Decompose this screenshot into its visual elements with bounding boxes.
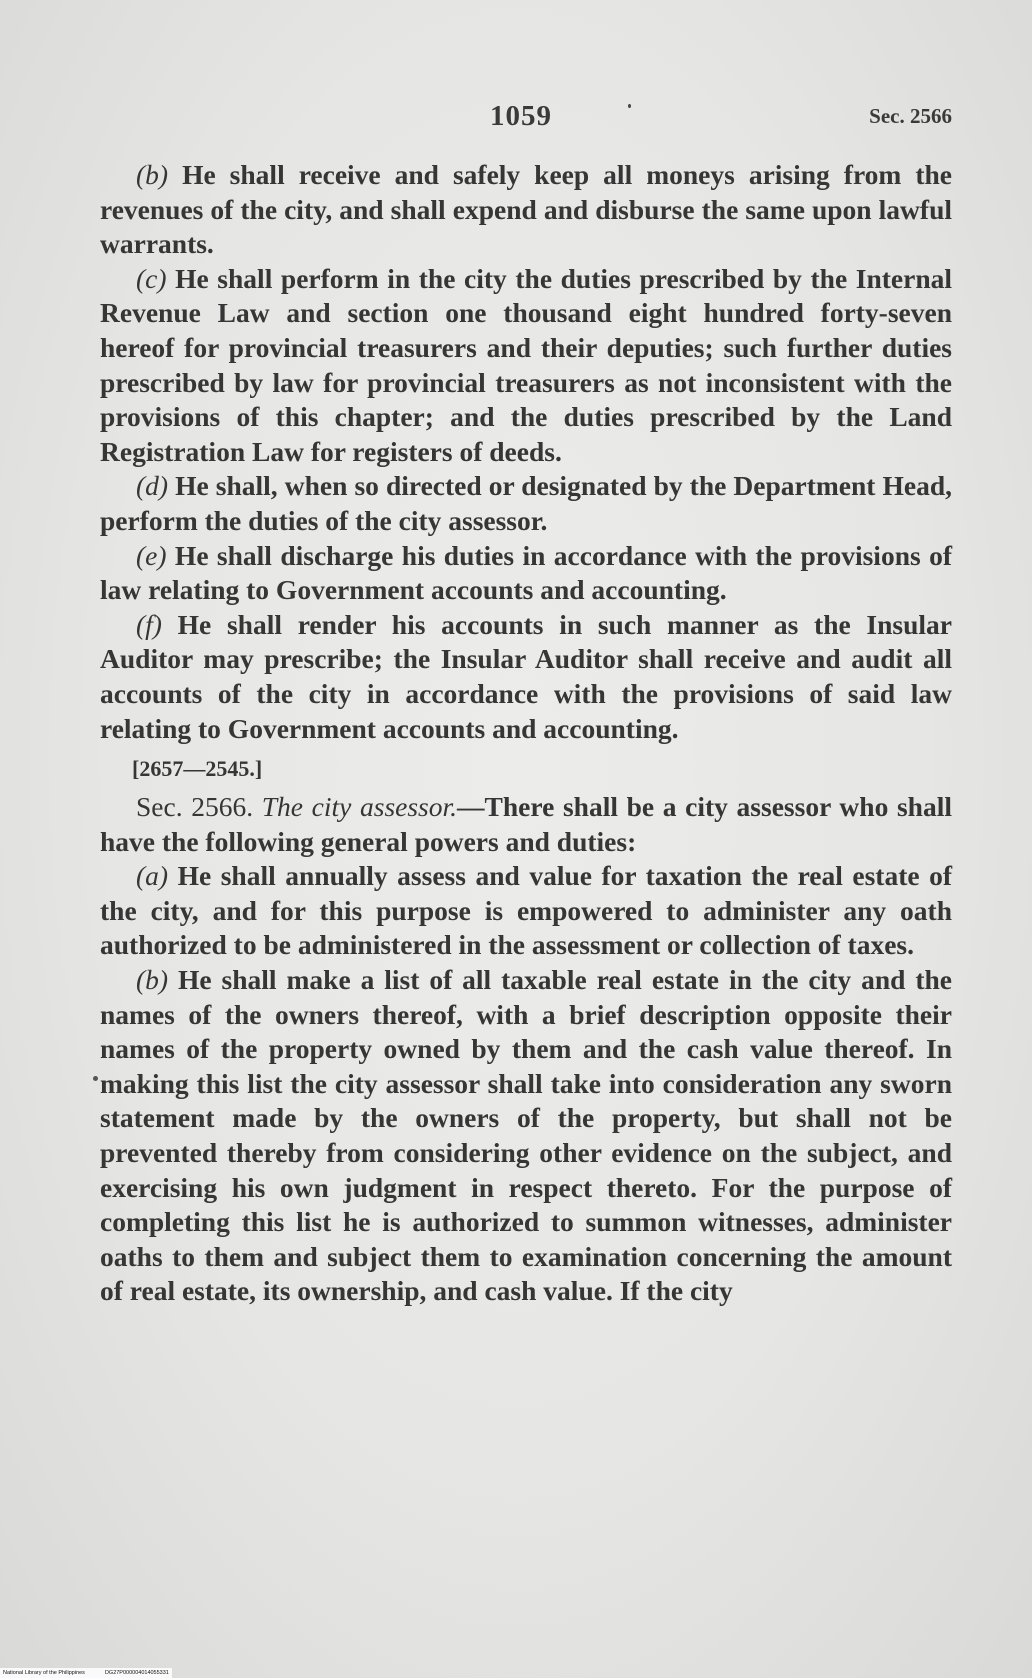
- paragraph-d: [100, 469, 952, 538]
- paragraph-e: [100, 539, 952, 608]
- body-text: [100, 158, 952, 1309]
- page-header: [100, 100, 952, 140]
- section-paragraph-a: [100, 859, 952, 963]
- page-number: 1059: [490, 100, 552, 132]
- paragraph-c: [100, 262, 952, 470]
- paragraph-label: (c): [136, 262, 167, 294]
- paragraph-text: He shall discharge his duties in accordance with the provisions of law relating to Government accounts and accounting.: [100, 539, 952, 606]
- scan-identifier: DG27P000004014055331: [104, 1670, 169, 1676]
- paragraph-b: [100, 158, 952, 262]
- scan-credit-strip: [0, 1668, 172, 1678]
- paragraph-label: (b): [136, 964, 169, 996]
- paragraph-label: (f): [136, 608, 162, 640]
- section-title: The city assessor.: [261, 791, 458, 823]
- paragraph-label: (b): [136, 159, 169, 190]
- source-citation: [2657—2545.]: [132, 756, 263, 782]
- paragraph-text: He shall, when so directed or designated by the Department Head, perform the duties of the city assessor.: [100, 470, 952, 536]
- paragraph-text: He shall perform in the city the duties prescribed by the Internal Revenue Law and section one thousand eight hundred forty-seven hereof for provincial treasurers and their deputies; such further duties prescribed by law for provincial treasurers as not inconsistent with the provisions of this chapter; and the duties prescribed by the Land Registration Law for registers of deeds.: [100, 262, 952, 467]
- paragraph-text: He shall receive and safely keep all moneys arising from the revenues of the city, and shall expend and disburse the same upon lawful warrants.: [100, 159, 952, 260]
- section-intro: —There shall be a city assessor who shall have the following general powers and duties:: [100, 791, 952, 857]
- paragraph-label: (e): [136, 539, 167, 571]
- scan-speck: [628, 104, 631, 108]
- paragraph-text: He shall render his accounts in such manner as the Insular Auditor may prescribe; the Insular Auditor shall receive and audit all accounts of the city in accordance with the provisions of said law relating to Government accounts and accounting.: [100, 608, 952, 744]
- section-paragraph-b: [100, 963, 952, 1309]
- paragraph-text: He shall annually assess and value for taxation the real estate of the city, and for this purpose is empowered to administer any oath authorized to be administered in the assessment or collection of taxes.: [100, 860, 952, 961]
- paragraph-f: [100, 608, 952, 746]
- library-credit: National Library of the Philippines: [3, 1670, 85, 1676]
- running-head: Sec. 2566: [869, 104, 952, 128]
- paragraph-label: (a): [136, 860, 169, 892]
- margin-mark: [93, 1076, 98, 1081]
- paragraph-label: (d): [136, 470, 169, 502]
- section-number: Sec. 2566.: [136, 791, 254, 823]
- section-heading-paragraph: [100, 790, 952, 859]
- paragraph-text: He shall make a list of all taxable real estate in the city and the names of the owners thereof, with a brief description opposite their names of the property owned by them and the cash value thereof. In making this list the city assessor shall take into consideration any sworn statement made by the owners of the property, but shall not be prevented thereby from considering other evidence on the subject, and exercising his own judgment in respect thereto. For the purpose of completing this list he is authorized to summon witnesses, administer oaths to them and subject them to examination concerning the amount of real estate, its ownership, and cash value. If the city: [100, 964, 952, 1307]
